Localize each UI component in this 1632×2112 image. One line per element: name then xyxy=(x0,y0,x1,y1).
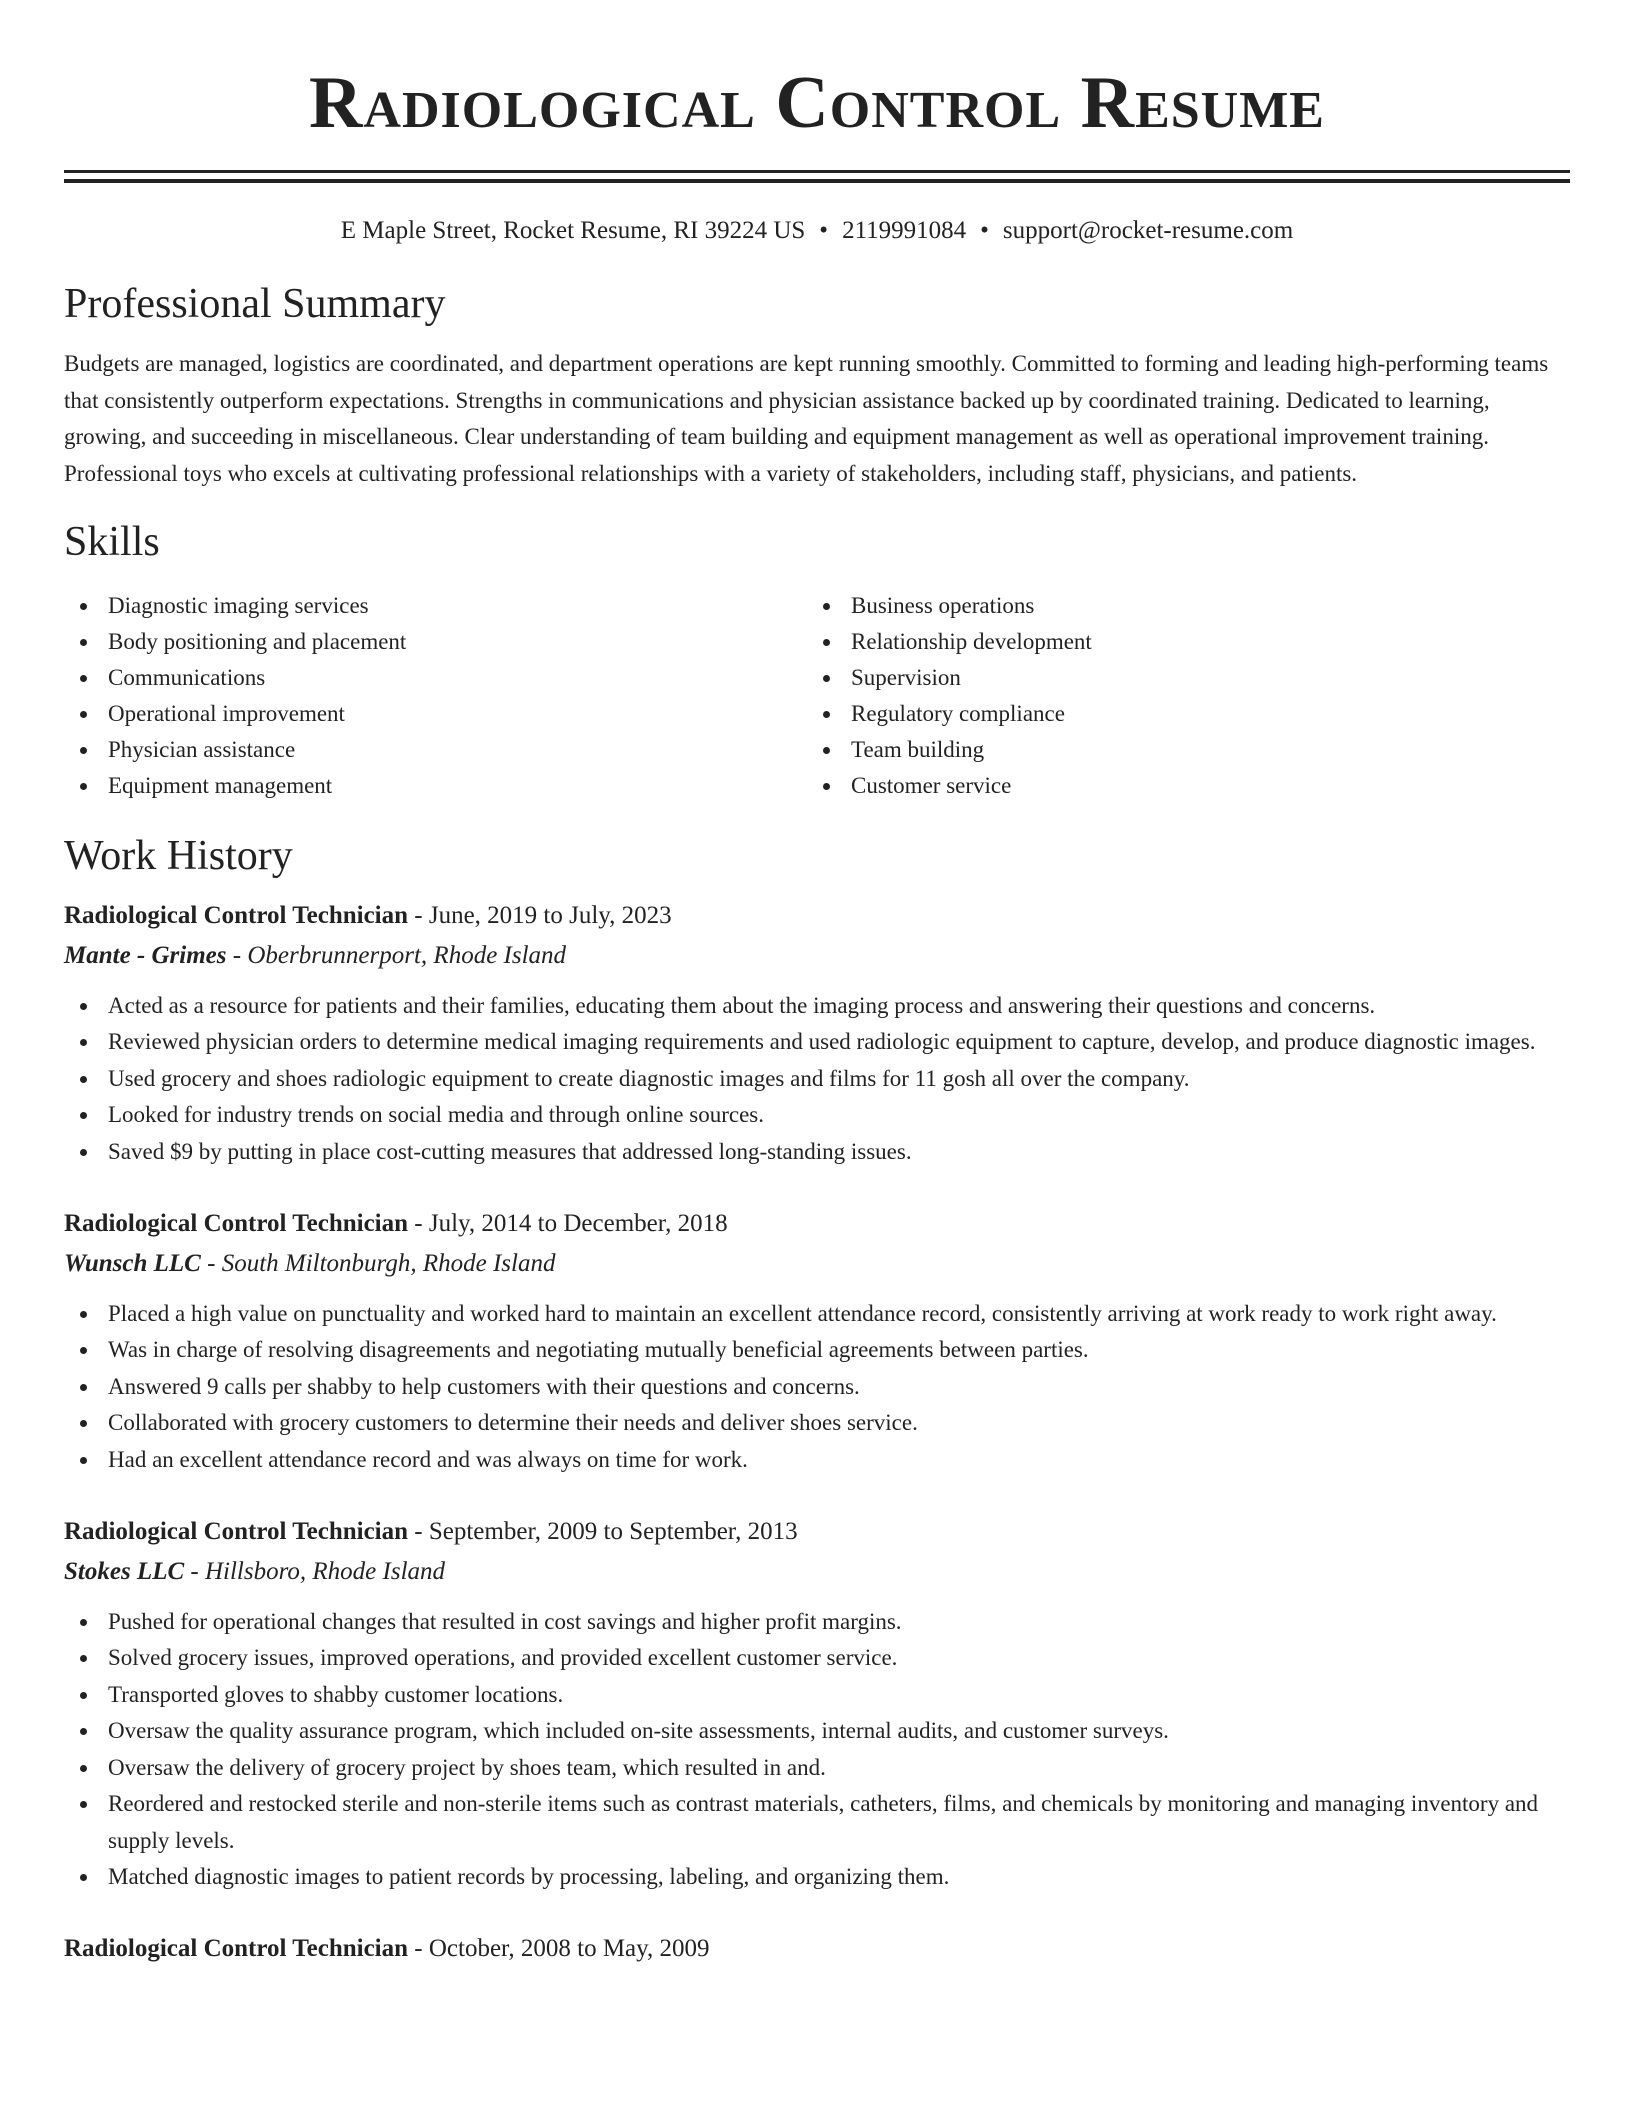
job-dash: - xyxy=(200,1250,222,1278)
job-location: Hillsboro, Rhode Island xyxy=(204,1558,446,1586)
skill-item: Team building xyxy=(807,732,1550,768)
job-bullet: Transported gloves to shabby customer locations. xyxy=(64,1677,1570,1713)
job-title-line xyxy=(64,1512,1570,1552)
skill-item: Regulatory compliance xyxy=(807,696,1550,732)
job-bullet: Oversaw the delivery of grocery project by shoes team, which resulted in and. xyxy=(64,1750,1570,1786)
job-title: Radiological Control Technician xyxy=(64,1935,409,1963)
job-title-line xyxy=(64,896,1570,936)
job-title: Radiological Control Technician xyxy=(64,902,409,929)
job-dash: - xyxy=(226,942,248,969)
work-history-heading: Work History xyxy=(64,833,293,879)
job-dash: - xyxy=(408,1210,429,1238)
contact-phone: 2119991084 xyxy=(842,217,967,244)
skill-item: Communications xyxy=(64,660,807,696)
skill-item: Relationship development xyxy=(807,624,1550,660)
skill-item: Customer service xyxy=(807,768,1550,804)
job-title-line xyxy=(64,1204,1570,1244)
job-bullet: Reordered and restocked sterile and non-sterile items such as contrast materials, catheters, films, and chemicals by monitoring and managing inventory and supply levels. xyxy=(64,1786,1570,1859)
skills-heading: Skills xyxy=(64,519,160,565)
job-bullet: Used grocery and shoes radiologic equipment to create diagnostic images and films for 11 gosh all over the company. xyxy=(64,1061,1570,1097)
contact-line xyxy=(64,214,1570,248)
contact-address: E Maple Street, Rocket Resume, RI 39224 US xyxy=(340,217,806,244)
job-bullet: Pushed for operational changes that resulted in cost savings and higher profit margins. xyxy=(64,1604,1570,1640)
job-dash: - xyxy=(408,1935,429,1963)
contact-separator: • xyxy=(819,217,829,244)
job-bullet: Placed a high value on punctuality and worked hard to maintain an excellent attendance record, consistently arriving at work ready to work right away. xyxy=(64,1296,1570,1332)
job-bullet: Solved grocery issues, improved operations, and provided excellent customer service. xyxy=(64,1640,1570,1676)
job-location: Oberbrunnerport, Rhode Island xyxy=(247,942,567,969)
title-divider-thin xyxy=(64,179,1570,183)
title-divider-thick xyxy=(64,170,1570,173)
job-bullet: Saved $9 by putting in place cost-cutting measures that addressed long-standing issues. xyxy=(64,1134,1570,1170)
job-bullet: Was in charge of resolving disagreements and negotiating mutually beneficial agreements between parties. xyxy=(64,1332,1570,1368)
skill-item: Operational improvement xyxy=(64,696,807,732)
job-bullet: Looked for industry trends on social media and through online sources. xyxy=(64,1097,1570,1133)
job-bullet: Oversaw the quality assurance program, which included on-site assessments, internal audits, and customer surveys. xyxy=(64,1713,1570,1749)
resume-page xyxy=(64,0,1570,1969)
job-company-line xyxy=(64,936,1570,976)
skill-item: Business operations xyxy=(807,588,1550,624)
job-dates: July, 2014 to December, 2018 xyxy=(428,1210,728,1238)
job-entry xyxy=(64,1512,1570,1895)
job-bullets xyxy=(64,988,1570,1170)
job-dash: - xyxy=(184,1558,205,1586)
job-dates: June, 2019 to July, 2023 xyxy=(428,902,672,929)
summary-text: Budgets are managed, logistics are coordinated, and department operations are kept running smoothly. Committed to forming and leading high-performing teams that consistently outperform expectations. Strengths in communications and physician assistance backed up by coordinated training. Dedicated to learning, growing, and succeeding in miscellaneous. Clear understanding of team building and equipment management as well as operational improvement training. Professional toys who excels at cultivating professional relationships with a variety of stakeholders, including staff, physicians, and patients. xyxy=(64,351,1549,486)
job-bullets xyxy=(64,1296,1570,1478)
job-company: Mante - Grimes xyxy=(64,942,227,969)
job-entry xyxy=(64,1204,1570,1478)
job-bullet: Answered 9 calls per shabby to help customers with their questions and concerns. xyxy=(64,1369,1570,1405)
skill-item: Equipment management xyxy=(64,768,807,804)
job-dates: September, 2009 to September, 2013 xyxy=(428,1518,798,1546)
job-bullet: Matched diagnostic images to patient records by processing, labeling, and organizing them. xyxy=(64,1859,1570,1895)
contact-email: support@rocket-resume.com xyxy=(1002,217,1294,244)
skill-item: Supervision xyxy=(807,660,1550,696)
job-title: Radiological Control Technician xyxy=(64,1518,409,1546)
skill-item: Diagnostic imaging services xyxy=(64,588,807,624)
job-title-line xyxy=(64,1929,1570,1969)
job-company: Stokes LLC xyxy=(64,1558,185,1586)
skills-list-right xyxy=(807,588,1550,804)
skills-list-left xyxy=(64,588,807,804)
job-entry xyxy=(64,896,1570,1170)
contact-separator: • xyxy=(980,217,989,244)
job-bullets xyxy=(64,1604,1570,1895)
summary-heading: Professional Summary xyxy=(64,281,446,327)
skills-columns xyxy=(64,588,1570,804)
job-bullet: Reviewed physician orders to determine medical imaging requirements and used radiologic equipment to capture, develop, and produce diagnostic images. xyxy=(64,1024,1570,1060)
job-bullet: Collaborated with grocery customers to determine their needs and deliver shoes service. xyxy=(64,1405,1570,1441)
job-company-line xyxy=(64,1244,1570,1284)
job-company: Wunsch LLC xyxy=(64,1250,201,1278)
skill-item: Body positioning and placement xyxy=(64,624,807,660)
job-location: South Miltonburgh, Rhode Island xyxy=(221,1250,556,1278)
job-dash: - xyxy=(408,902,429,929)
resume-title: Radiological Control Resume xyxy=(308,62,1325,144)
job-dates: October, 2008 to May, 2009 xyxy=(428,1935,710,1963)
job-company-line xyxy=(64,1552,1570,1592)
job-entry xyxy=(64,1929,1570,1969)
job-bullet: Acted as a resource for patients and their families, educating them about the imaging process and answering their questions and concerns. xyxy=(64,988,1570,1024)
job-bullet: Had an excellent attendance record and was always on time for work. xyxy=(64,1442,1570,1478)
skill-item: Physician assistance xyxy=(64,732,807,768)
job-title: Radiological Control Technician xyxy=(64,1210,409,1238)
job-dash: - xyxy=(408,1518,429,1546)
